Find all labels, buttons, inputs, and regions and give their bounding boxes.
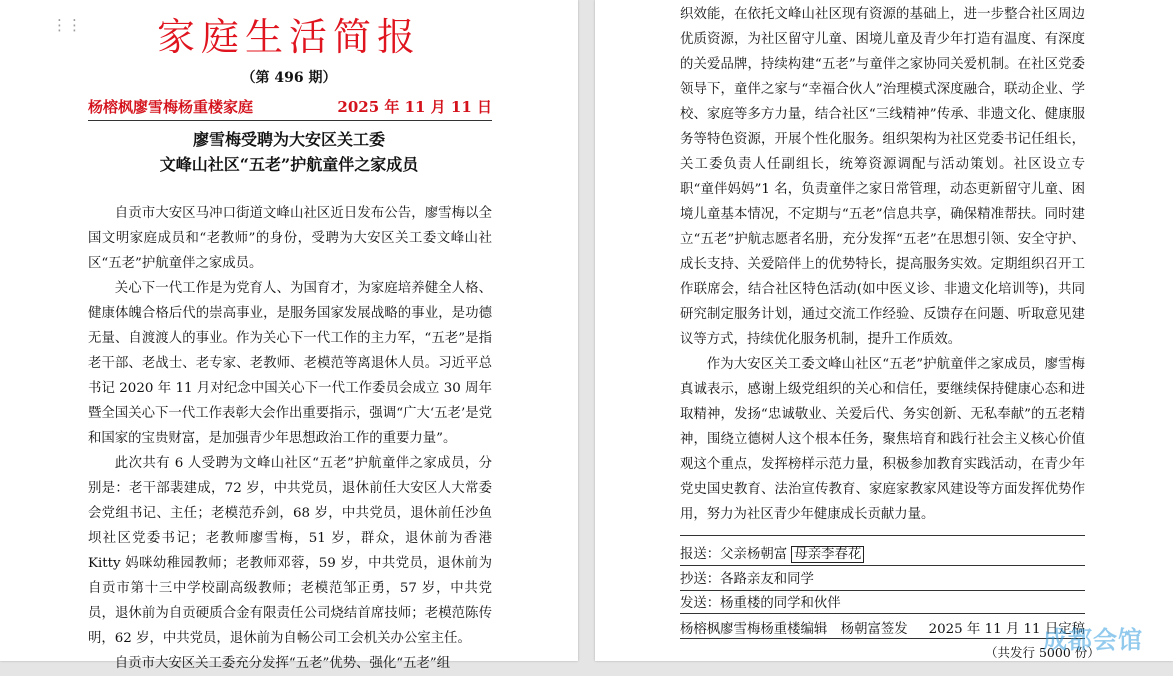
article-title-line2: 文峰山社区“五老”护航童伴之家成员 <box>159 155 419 174</box>
editor-line <box>88 96 492 117</box>
paragraph: 自贡市大安区关工委充分发挥“五老”优势、强化“五老”组 <box>114 656 451 671</box>
send-to-line: 发送：杨重楼的同学和伙伴 <box>680 596 841 611</box>
article-body-left <box>88 201 492 676</box>
footer-divider <box>680 613 1085 614</box>
paragraph: 关心下一代工作是为党育人、为国育才，为家庭培养健全人格、健康体魄合格后代的崇高事业，是服务国家发展战略的事业，是功德无量、自渡渡人的事业。作为关心下一代工作的主力军，“五老”是指老干部、老战士、老专家、老教师、老模范等离退休人员。习近平总书记 2020 年 11 月对纪念中国关心下一代工作委员会成立 30 周年暨全国关心下一代工作表彰大会作出重要指示，强调“广大‘五老’是党和国家的宝贵财富，是加强青少年思想政治工作的重要力量”。 <box>88 281 492 446</box>
report-to-label: 报送：父亲杨朝富 <box>680 547 788 562</box>
copy-to-line: 抄送：各路亲友和同学 <box>680 572 814 587</box>
footer-divider-bottom <box>680 638 1085 639</box>
editor-signature: 杨榕枫廖雪梅杨重楼编辑 杨朝富签发 <box>680 622 908 637</box>
paragraph: 织效能，在依托文峰山社区现有资源的基础上，进一步整合社区周边优质资源，为社区留守儿童、困境儿童及青少年打造有温度、有深度的关爱品牌，持续构建“五老”与童伴之家协同关爱机制。在社区党委领导下，童伴之家与“幸福合伙人”治理模式深度融合，联动企业、学校、家庭等多方力量，结合社区“三线精神”传承、非遗文化、健康服务等特色资源，开展个性化服务。组织架构为社区党委书记任组长，关工委负责人任副组长，统筹资源调配与活动策划。社区设立专职“童伴妈妈”1 名，负责童伴之家日常管理，动态更新留守儿童、困境儿童基本情况，不定期与“五老”信息共享，确保精准帮扶。同时建立“五老”护航志愿者名册，充分发挥“五老”在思想引领、安全守护、成长支持、关爱陪伴上的优势特长，提高服务实效。定期组织召开工作联席会，结合社区特色活动(如中医义诊、非遗文化培训等)，共同研究制定服务计划，通过交流工作经验、反馈存在问题、听取意见建议等方式，持续优化服务机制，提升工作质效。 <box>680 7 1085 347</box>
header-divider <box>88 120 492 121</box>
article-body-right <box>680 2 1085 527</box>
sign-line <box>680 618 1085 637</box>
paragraph: 自贡市大安区马冲口街道文峰山社区近日发布公告，廖雪梅以全国文明家庭成员和“老教师”的身份，受聘为大安区关工委文峰山社区“五老”护航童伴之家成员。 <box>88 206 492 271</box>
issue-number: （第 496 期） <box>241 70 337 86</box>
footer-divider <box>680 565 1085 566</box>
watermark-logo: 成都会馆 <box>1043 626 1143 654</box>
article-title-line1: 廖雪梅受聘为大安区关工委 <box>192 130 385 149</box>
document-page-left <box>0 0 578 671</box>
editor-name: 杨榕枫廖雪梅杨重楼家庭 <box>88 98 254 116</box>
issue-date: 2025 年 11 月 11 日 <box>337 98 492 116</box>
report-to-boxed-name[interactable]: 母亲李春花 <box>791 546 864 563</box>
footer-divider <box>680 590 1085 591</box>
footer-divider-top <box>680 535 1085 536</box>
paragraph: 此次共有 6 人受聘为文峰山社区“五老”护航童伴之家成员，分别是：老干部裴建成，72 岁，中共党员，退休前任大安区人大常委会党组书记、主任；老模范乔剑，68 岁，中共党员，退休前任沙鱼坝社区党委书记；老教师廖雪梅，51 岁，群众，退休前为香港 Kitty 妈咪幼稚园教师；老教师邓蓉，59 岁，中共党员，退休前为自贡市第十三中学校副高级教师；老模范邹正勇，57 岁，中共党员，退休前为自贡硬质合金有限责任公司烧结首席技师；老模范陈传明，62 岁，中共党员，退休前为自畅公司工会机关办公室主任。 <box>88 456 492 646</box>
paragraph: 作为大安区关工委文峰山社区“五老”护航童伴之家成员，廖雪梅真诚表示，感谢上级党组织的关心和信任，要继续保持健康心态和进取精神，发扬“忠诚敬业、关爱后代、务实创新、无私奉献”的五老精神，围绕立德树人这个根本任务，聚焦培育和践行社会主义核心价值观这个重点，发挥榜样示范力量，积极参加教育实践活动，在青少年党史国史教育、法治宣传教育、家庭家教家风建设等方面发挥优势作用，努力为社区青少年健康成长贡献力量。 <box>680 357 1085 522</box>
drag-handle-icon[interactable]: ⋮⋮ <box>52 16 82 34</box>
newsletter-masthead: 家庭生活简报 <box>156 15 421 59</box>
print-count: （共发行 5000 份） <box>985 645 1100 660</box>
report-to-line <box>680 543 1085 562</box>
finalized-date: 2025 年 11 月 11 日定稿 <box>928 622 1085 637</box>
